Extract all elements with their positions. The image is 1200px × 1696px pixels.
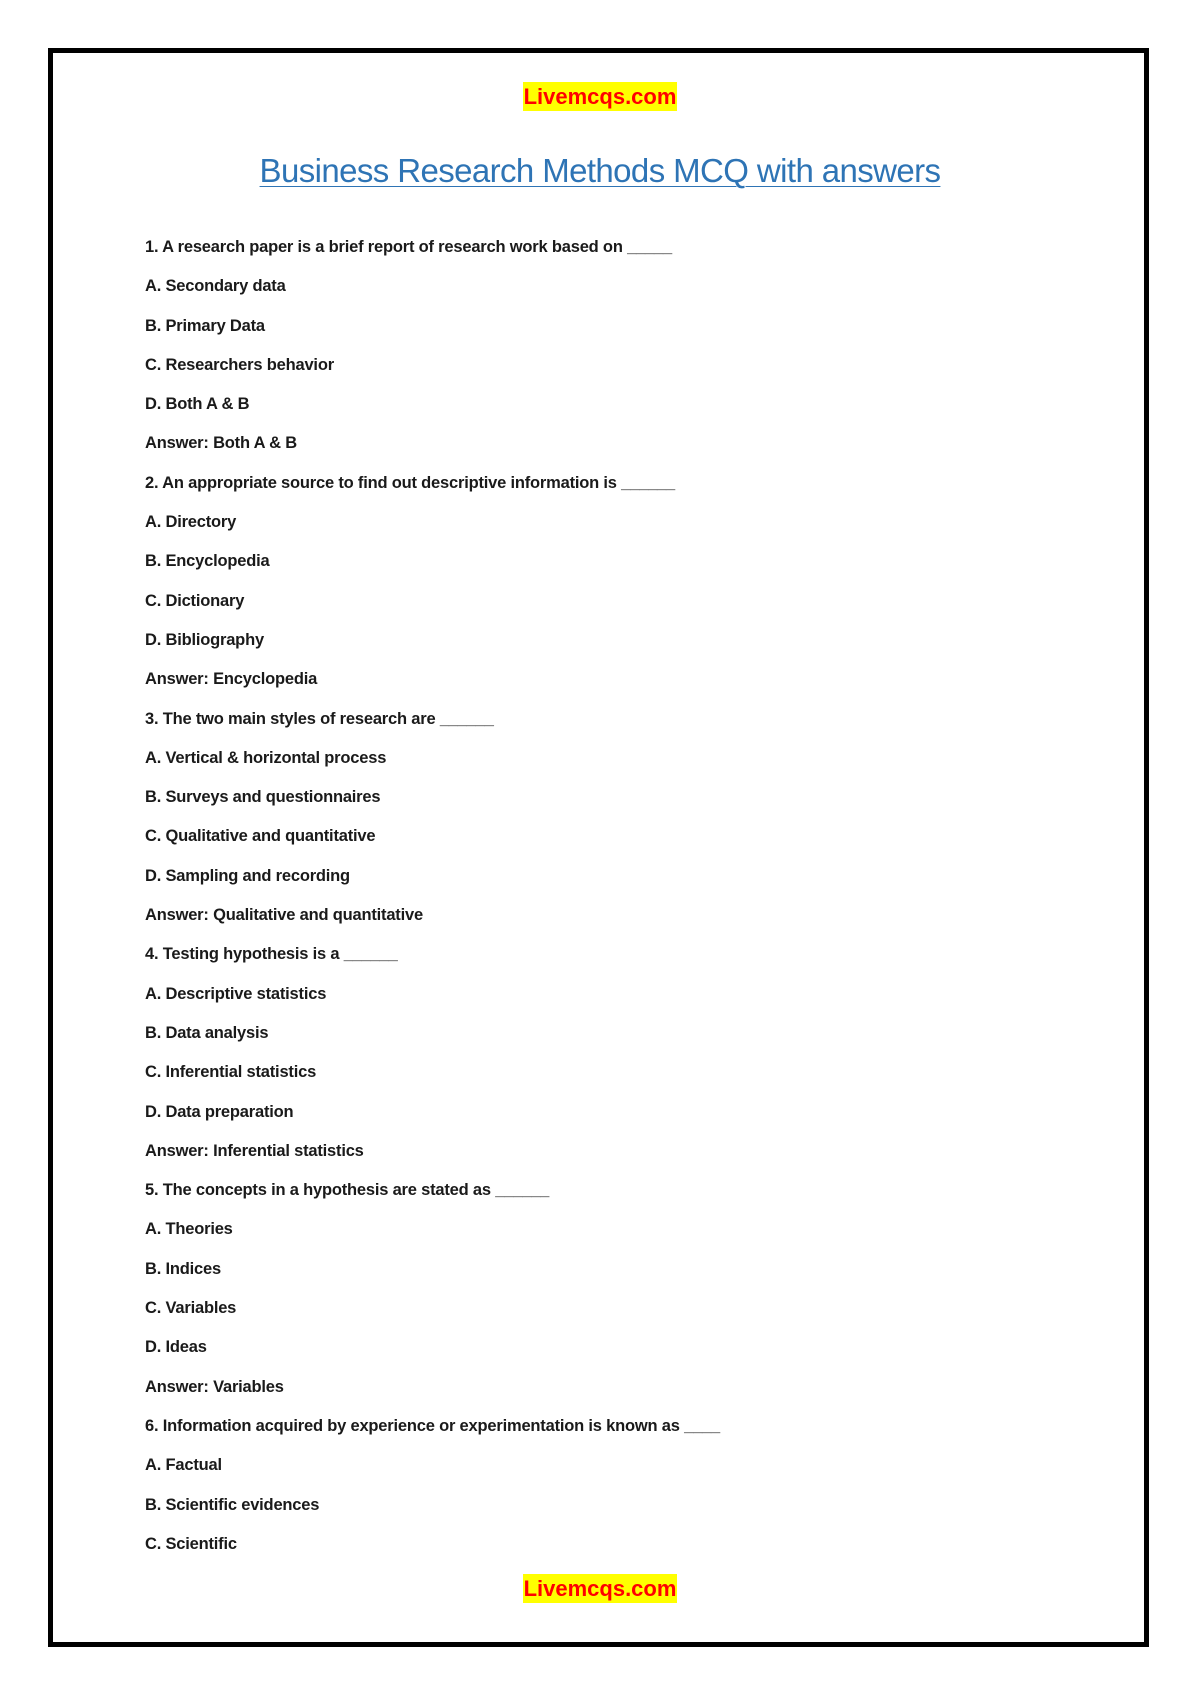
header-site-tag: [0, 82, 1200, 112]
option-text: C. Scientific: [145, 1534, 237, 1553]
footer-site-tag: [0, 1574, 1200, 1604]
option-text: D. Sampling and recording: [145, 866, 350, 885]
option-text: A. Vertical & horizontal process: [145, 748, 387, 767]
page-title: [0, 150, 1200, 192]
option-text: B. Surveys and questionnaires: [145, 788, 381, 807]
option-text: C. Dictionary: [145, 591, 245, 610]
mcq-list: [145, 232, 1045, 1568]
answer-text: Answer: Qualitative and quantitative: [145, 906, 423, 925]
option-text: A. Descriptive statistics: [145, 984, 327, 1003]
question-text: 2. An appropriate source to find out descriptive information is ______: [145, 473, 676, 492]
option-text: C. Qualitative and quantitative: [145, 827, 376, 846]
option-text: A. Directory: [145, 513, 237, 532]
option-text: A. Factual: [145, 1456, 222, 1475]
page-title-text: Business Research Methods MCQ with answers: [259, 152, 941, 189]
answer-text: Answer: Both A & B: [145, 434, 297, 453]
answer-text: Answer: Encyclopedia: [145, 670, 318, 689]
option-text: B. Indices: [145, 1259, 221, 1278]
question-text: 4. Testing hypothesis is a ______: [145, 945, 398, 964]
option-text: C. Variables: [145, 1299, 237, 1318]
option-text: B. Data analysis: [145, 1023, 269, 1042]
option-text: B. Primary Data: [145, 316, 265, 335]
option-text: A. Secondary data: [145, 277, 286, 296]
answer-text: Answer: Inferential statistics: [145, 1141, 364, 1160]
question-text: 3. The two main styles of research are ______: [145, 709, 494, 728]
question-text: 6. Information acquired by experience or experimentation is known as ____: [145, 1416, 721, 1435]
option-text: D. Data preparation: [145, 1102, 294, 1121]
question-text: 5. The concepts in a hypothesis are stated as ______: [145, 1181, 550, 1200]
header-site-name: Livemcqs.com: [523, 84, 677, 109]
option-text: B. Scientific evidences: [145, 1495, 320, 1514]
answer-text: Answer: Variables: [145, 1377, 284, 1396]
option-text: C. Inferential statistics: [145, 1063, 317, 1082]
footer-site-name: Livemcqs.com: [523, 1576, 677, 1601]
option-text: D. Ideas: [145, 1338, 207, 1357]
question-text: 1. A research paper is a brief report of research work based on _____: [145, 238, 672, 256]
option-text: D. Bibliography: [145, 630, 264, 649]
option-text: D. Both A & B: [145, 395, 250, 414]
option-text: B. Encyclopedia: [145, 552, 270, 571]
option-text: A. Theories: [145, 1220, 233, 1239]
option-text: C. Researchers behavior: [145, 355, 334, 374]
